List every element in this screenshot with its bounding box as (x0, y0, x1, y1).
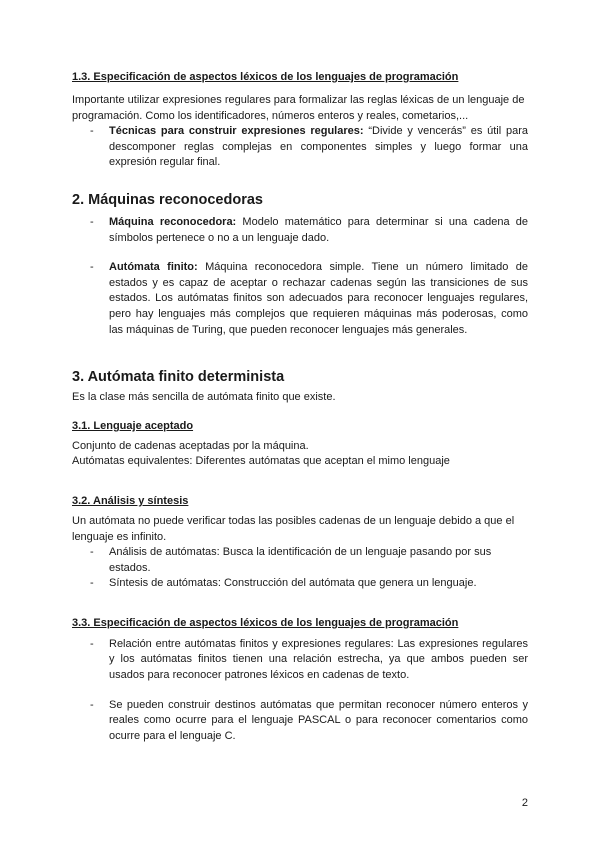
bullet-term: Técnicas para construir expresiones regulares: (109, 125, 364, 138)
list-item (72, 260, 528, 338)
bullet-term: Máquina reconocedora: (109, 215, 237, 228)
page-number: 2 (521, 797, 528, 809)
bullet-dash: - (90, 577, 94, 590)
bullet-dash: - (90, 698, 94, 711)
bullet-dash: - (90, 261, 94, 274)
bullet-dash: - (90, 546, 94, 559)
list-item (72, 215, 528, 246)
section-1-3-list (72, 124, 528, 171)
section-3-intro: Es la clase más sencilla de autómata finito que existe. (72, 391, 336, 404)
bullet-term: Autómata finito: (109, 261, 198, 274)
section-3-3-list (72, 637, 528, 745)
bullet-text: Modelo matemático para determinar si una cadena de símbolos pertenece o no a un lenguaje dado. (109, 215, 528, 244)
section-3-2-intro: Un autómata no puede verificar todas las posibles cadenas de un lenguaje debido a que el lenguaje es infinito. (72, 514, 515, 543)
bullet-text: Máquina reconocedora simple. Tiene un número limitado de estados y es capaz de aceptar o rechazar cadenas según las transiciones de sus estados. Los autómatas finitos son adecuados para reconocer lenguajes regulares, pero hay lenguajes más complejos que requieren máquinas más poderosas, como las máquinas de Turing, que pueden reconocer lenguajes más generales. (109, 261, 528, 336)
section-1-3-intro: Importante utilizar expresiones regulares para formalizar las reglas léxicas de un lenguaje de programación. Como los identificadores, números enteros y reales, cometarios,... (72, 94, 525, 122)
bullet-dash: - (90, 125, 94, 138)
bullet-text: “Divide y vencerás” es útil para descomponer reglas complejas en componentes simples y luego formar una expresión regular final. (109, 125, 529, 169)
section-2-list (72, 215, 528, 338)
bullet-text: Síntesis de autómatas: Construcción del autómata que genera un lenguaje. (109, 577, 477, 590)
section-heading-3-2: 3.2. Análisis y síntesis (72, 494, 189, 507)
section-heading-2: 2. Máquinas reconocedoras (72, 191, 263, 208)
section-heading-3-1: 3.1. Lenguaje aceptado (72, 419, 194, 432)
bullet-dash: - (90, 637, 94, 650)
list-item (72, 637, 528, 684)
bullet-text: Análisis de autómatas: Busca la identificación de un lenguaje pasando por sus estados. (109, 546, 492, 574)
bullet-text: Relación entre autómatas finitos y expresiones regulares: Las expresiones regulares y los autómatas finitos tienen una relación estrecha, ya que ambos pueden ser usados para reconocer patrones léxicos en cadenas de texto. (109, 637, 528, 682)
list-item (72, 698, 528, 745)
list-item (72, 124, 528, 171)
section-heading-1-3: 1.3. Especificación de aspectos léxicos de los lenguajes de programación (72, 71, 459, 83)
section-3-1-line: Conjunto de cadenas aceptadas por la máquina. (72, 439, 309, 452)
section-3-2-list (72, 545, 528, 592)
list-item (72, 545, 528, 576)
section-heading-3: 3. Autómata finito determinista (72, 369, 285, 386)
section-3-1-line: Autómatas equivalentes: Diferentes autómatas que aceptan el mimo lenguaje (72, 455, 450, 468)
section-heading-3-3: 3.3. Especificación de aspectos léxicos de los lenguajes de programación (72, 616, 459, 629)
bullet-dash: - (90, 215, 94, 228)
list-item (72, 576, 528, 592)
document-page (72, 70, 528, 744)
bullet-text: Se pueden construir destinos autómatas que permitan reconocer número enteros y reales como ocurre para el lenguaje PASCAL o para reconocer comentarios como ocurre para el lenguaje C. (109, 698, 528, 742)
